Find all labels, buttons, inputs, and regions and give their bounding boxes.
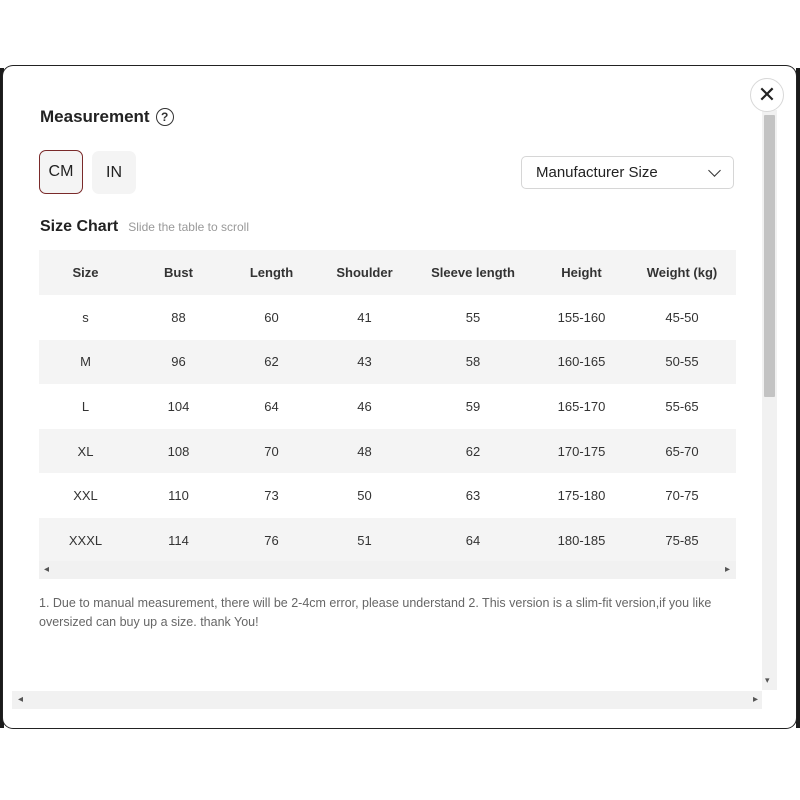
table-cell: M: [39, 340, 132, 385]
table-cell: 76: [225, 518, 318, 563]
size-chart-heading: [40, 218, 249, 236]
table-cell: 160-165: [535, 340, 628, 385]
table-horizontal-scrollbar[interactable]: [39, 561, 736, 579]
table-cell: 70: [225, 429, 318, 474]
table-cell: 75-85: [628, 518, 736, 563]
table-cell: 55-65: [665, 398, 699, 414]
table-cell: XL: [39, 429, 132, 474]
scroll-hint: Slide the table to scroll: [128, 220, 249, 234]
scroll-right-icon[interactable]: ▸: [752, 694, 758, 705]
modal-vertical-scrollbar[interactable]: [762, 110, 777, 690]
table-row: [39, 340, 736, 385]
table-cell: 64: [264, 398, 279, 414]
table-row: [39, 429, 736, 474]
column-header: Shoulder: [318, 250, 411, 295]
table-row: [39, 473, 736, 518]
column-header: Weight (kg): [628, 250, 736, 295]
close-icon: ✕: [757, 82, 777, 107]
unit-in-button[interactable]: IN: [92, 151, 136, 194]
table-cell: 110: [168, 488, 189, 504]
table-cell: 70-75: [665, 488, 699, 504]
scroll-right-icon[interactable]: ▸: [724, 564, 730, 575]
size-type-value: Manufacturer Size: [536, 164, 658, 181]
table-cell: 55: [465, 309, 481, 325]
unit-cm-button[interactable]: CM: [39, 150, 83, 194]
column-header: Size: [39, 250, 132, 295]
table-cell: 64: [411, 518, 535, 563]
scroll-down-icon[interactable]: ▾: [765, 675, 770, 685]
column-header: Bust: [132, 250, 225, 295]
table-cell: XXL: [73, 488, 98, 504]
table-cell: 46: [357, 398, 372, 414]
column-header: Height: [535, 250, 628, 295]
table-cell: 62: [411, 429, 535, 474]
table-row: [39, 384, 736, 429]
column-header: Length: [225, 250, 318, 295]
table-cell: 41: [357, 309, 372, 325]
chevron-down-icon: [708, 164, 721, 177]
table-cell: 51: [318, 518, 411, 563]
table-cell: 108: [132, 429, 225, 474]
table-cell: 170-175: [535, 429, 628, 474]
table-cell: 63: [465, 488, 481, 504]
table-cell: XXXL: [39, 518, 132, 563]
table-cell: 104: [167, 398, 190, 414]
measurement-header: [40, 107, 174, 127]
table-row: [39, 518, 736, 563]
modal-horizontal-scrollbar[interactable]: [12, 691, 762, 709]
close-button[interactable]: [750, 78, 784, 112]
table-cell: 48: [318, 429, 411, 474]
table-cell: 50: [357, 488, 372, 504]
table-cell: 58: [411, 340, 535, 385]
table-cell: 180-185: [535, 518, 628, 563]
table-cell: L: [81, 398, 90, 414]
table-cell: 96: [132, 340, 225, 385]
table-cell: 45-50: [665, 309, 699, 325]
help-icon[interactable]: ?: [156, 108, 174, 126]
table-row: [39, 295, 736, 340]
size-type-select[interactable]: [521, 156, 734, 189]
column-header: Sleeve length: [411, 250, 535, 295]
measurement-note: 1. Due to manual measurement, there will be 2-4cm error, please understand 2. This version is a slim-fit version,if you like oversized can buy up a size. thank You!: [39, 596, 712, 629]
table-cell: 175-180: [557, 488, 606, 504]
vertical-scroll-thumb[interactable]: [764, 115, 775, 397]
scroll-left-icon[interactable]: ◂: [44, 564, 50, 575]
table-cell: 50-55: [628, 340, 736, 385]
table-cell: 60: [264, 309, 279, 325]
backdrop-edge-right: [796, 68, 800, 728]
table-cell: 65-70: [628, 429, 736, 474]
table-cell: 43: [318, 340, 411, 385]
size-chart-title: Size Chart: [40, 218, 119, 235]
table-cell: 62: [225, 340, 318, 385]
table-cell: s: [82, 309, 89, 325]
page-title: Measurement: [40, 107, 150, 126]
table-cell: 73: [264, 488, 279, 504]
table-cell: 88: [171, 309, 186, 325]
table-header-row: [39, 250, 736, 295]
table-cell: 114: [132, 518, 225, 563]
table-cell: 165-170: [557, 398, 606, 414]
table-cell: 155-160: [557, 309, 606, 325]
table-cell: 59: [465, 398, 481, 414]
size-table: [39, 250, 736, 563]
scroll-left-icon[interactable]: ◂: [18, 694, 24, 705]
